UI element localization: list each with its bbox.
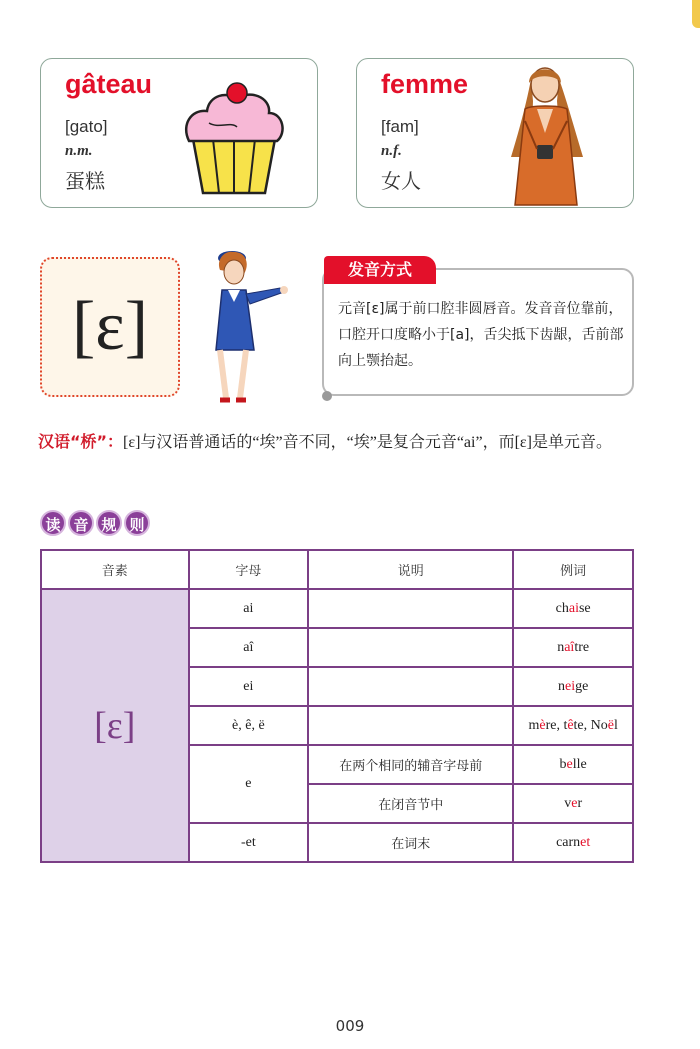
letters-cell: aî: [189, 628, 309, 667]
table-row: [41, 589, 633, 628]
example-cell: [513, 784, 633, 823]
example-highlight: e: [571, 795, 578, 811]
header-letters: 字母: [189, 550, 309, 589]
example-highlight: ë: [607, 717, 614, 733]
flight-attendant-icon: [210, 240, 292, 412]
letters-cell: è, ê, ë: [189, 706, 309, 745]
example-cell: [513, 667, 633, 706]
phoneme-symbol-box: [40, 257, 180, 397]
example-highlight: ei: [565, 678, 576, 694]
vocab-card-femme: [356, 58, 634, 208]
example-plain: ge: [575, 678, 589, 694]
example-plain: v: [564, 795, 572, 811]
example-highlight: e: [566, 756, 573, 772]
rules-title-char: 读: [40, 510, 66, 536]
vocab-ipa: [gato]: [65, 117, 108, 136]
note-cell: [308, 628, 513, 667]
example-plain: r: [577, 795, 583, 811]
example-plain: te, No: [573, 717, 608, 733]
table-header-row: [41, 550, 633, 589]
note-cell: 在词末: [308, 823, 513, 862]
header-example: 例词: [513, 550, 633, 589]
example-plain: b: [559, 756, 567, 772]
method-title: 发音方式: [324, 256, 436, 284]
vocab-translation: 女人: [381, 169, 421, 193]
example-plain: carn: [556, 834, 581, 850]
letters-cell: ai: [189, 589, 309, 628]
method-dot: [322, 391, 332, 401]
example-highlight: et: [580, 834, 591, 850]
header-note: 说明: [308, 550, 513, 589]
tip-text: [ɛ]与汉语普通话的“埃”音不同，“埃”是复合元音“ai”，而[ɛ]是单元音。: [123, 434, 612, 451]
example-plain: re, t: [545, 717, 568, 733]
vocab-card-gateau: [40, 58, 318, 208]
header-phoneme: 音素: [41, 550, 189, 589]
method-box: [322, 268, 634, 396]
corner-tab: [692, 0, 700, 28]
vocab-ipa: [fam]: [381, 117, 419, 136]
vocab-translation: 蛋糕: [65, 169, 105, 193]
tip-label: 汉语“桥”：: [38, 432, 124, 451]
example-plain: n: [558, 678, 565, 694]
note-cell: [308, 589, 513, 628]
note-cell: 在闭音节中: [308, 784, 513, 823]
letters-cell: ei: [189, 667, 309, 706]
example-cell: [513, 628, 633, 667]
example-plain: ch: [555, 600, 569, 616]
rules-title-char: 音: [68, 510, 94, 536]
vocab-pos: n.f.: [381, 143, 402, 159]
example-highlight: ai: [568, 600, 579, 616]
page-number: 009: [335, 1017, 365, 1035]
letters-cell: -et: [189, 823, 309, 862]
example-plain: n: [557, 639, 565, 655]
vocab-word: femme: [381, 69, 469, 99]
method-text: 元音[ɛ]属于前口腔非圆唇音。发音音位靠前，口腔开口度略小于[a]，舌尖抵下齿龈，舌前部向上颚抬起。: [338, 301, 624, 369]
rules-table: [40, 549, 634, 863]
example-cell: [513, 823, 633, 862]
example-plain: l: [613, 717, 618, 733]
example-highlight: ê: [567, 717, 574, 733]
example-plain: se: [578, 600, 591, 616]
woman-icon: [497, 61, 597, 207]
example-cell: [513, 745, 633, 784]
phoneme-symbol: [ɛ]: [71, 288, 148, 365]
vocab-pos: n.m.: [65, 143, 93, 159]
letters-cell: e: [189, 745, 309, 823]
example-highlight: aî: [564, 639, 575, 655]
example-cell: [513, 589, 633, 628]
example-highlight: è: [539, 717, 546, 733]
example-plain: tre: [574, 639, 590, 655]
phoneme-cell: [ɛ]: [41, 589, 189, 862]
example-plain: lle: [572, 756, 587, 772]
rules-title-char: 则: [124, 510, 150, 536]
rules-title: [40, 510, 152, 540]
vocab-word: gâteau: [65, 69, 153, 99]
note-cell: 在两个相同的辅音字母前: [308, 745, 513, 784]
tip-paragraph: [38, 426, 638, 459]
note-cell: [308, 706, 513, 745]
example-cell: [513, 706, 633, 745]
note-cell: [308, 667, 513, 706]
rules-title-char: 规: [96, 510, 122, 536]
cupcake-icon: [179, 73, 289, 198]
example-plain: m: [528, 717, 540, 733]
